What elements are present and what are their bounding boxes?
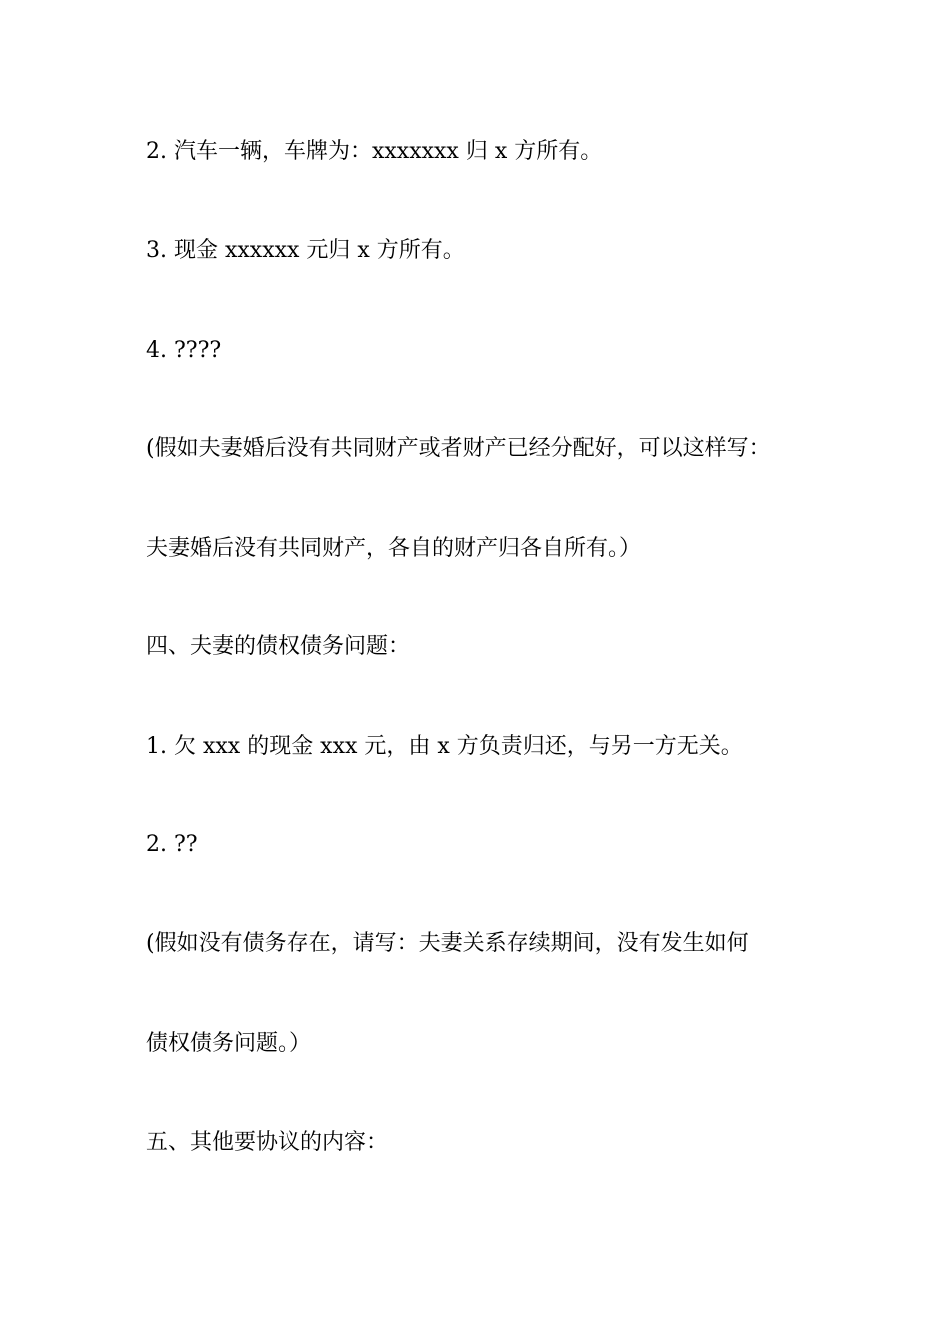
- debt-note-line-2: 债权债务问题。）: [146, 1031, 312, 1056]
- property-note-line-1: (假如夫妻婚后没有共同财产或者财产已经分配好，可以这样写：: [146, 436, 771, 461]
- debt-item-1: 1. 欠 xxx 的现金 xxx 元，由 x 方负责归还，与另一方无关。: [146, 734, 743, 759]
- asset-item-car: 2. 汽车一辆，车牌为：xxxxxxx 归 x 方所有。: [146, 139, 603, 164]
- debt-item-placeholder: 2. ??: [146, 832, 198, 857]
- section-heading-other: 五、其他要协议的内容：: [146, 1130, 389, 1155]
- asset-item-placeholder: 4. ????: [146, 338, 222, 363]
- asset-item-cash: 3. 现金 xxxxxx 元归 x 方所有。: [146, 238, 465, 263]
- debt-note-line-1: (假如没有债务存在，请写：夫妻关系存续期间，没有发生如何: [146, 931, 749, 956]
- property-note-line-2: 夫妻婚后没有共同财产，各自的财产归各自所有。）: [146, 536, 642, 561]
- section-heading-debts: 四、夫妻的债权债务问题：: [146, 634, 411, 659]
